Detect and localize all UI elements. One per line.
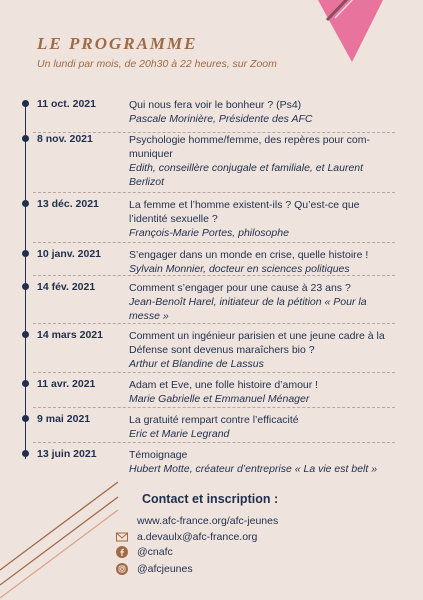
event-title: Psychologie homme/femme, des repères pour com-muniquer — [129, 134, 371, 160]
event-speaker: Hubert Motte, créateur d’entreprise « La vie est belt » — [129, 463, 378, 475]
divider — [33, 275, 395, 276]
event-speaker: Marie Gabrielle et Emmanuel Ménager — [129, 393, 310, 405]
timeline-dot — [22, 250, 29, 257]
timeline-dot — [22, 415, 29, 422]
email-link[interactable]: a.devaulx@afc-france.org — [137, 531, 258, 543]
event-date: 8 nov. 2021 — [37, 133, 93, 145]
contact-heading: Contact et inscription : — [142, 492, 279, 506]
timeline-line — [25, 103, 26, 459]
event-speaker: Eric et Marie Legrand — [129, 428, 230, 440]
diagonal-stripe — [0, 497, 118, 585]
event-date: 14 mars 2021 — [37, 329, 103, 341]
event-date: 13 juin 2021 — [37, 448, 97, 460]
event-speaker: Edith, conseillère conjugale et familiale, et Laurent Berlizot — [129, 162, 364, 188]
pink-diamond-shape — [318, 0, 383, 62]
event-date: 9 mai 2021 — [37, 413, 91, 425]
event-title: Comment s’engager pour une cause à 23 ans ? — [129, 282, 351, 294]
event-title: Qui nous fera voir le bonheur ? (Ps4) — [129, 99, 302, 111]
website-link[interactable]: www.afc-france.org/afc-jeunes — [137, 515, 279, 527]
event-title: La gratuité rempart contre l’efficacité — [129, 414, 299, 426]
event-speaker: Arthur et Blandine de Lassus — [129, 358, 264, 370]
timeline-dot — [22, 283, 29, 290]
timeline-dot — [22, 450, 29, 457]
event-speaker: Pascale Morinière, Présidente des AFC — [129, 113, 313, 125]
event-speaker: François-Marie Portes, philosophe — [129, 227, 289, 239]
timeline-dot — [22, 135, 29, 142]
diagonal-stripe — [0, 482, 118, 570]
event-date: 14 fév. 2021 — [37, 281, 96, 293]
divider — [33, 323, 395, 324]
divider — [33, 372, 395, 373]
instagram-icon — [116, 563, 128, 575]
event-date: 11 oct. 2021 — [37, 98, 96, 110]
mail-icon — [116, 531, 128, 543]
divider — [33, 407, 395, 408]
event-speaker: Sylvain Monnier, docteur en sciences politiques — [129, 263, 350, 275]
divider — [33, 192, 395, 193]
event-title: Comment un ingénieur parisien et une jeune cadre à la Défense sont devenus maraîchers bio ? — [129, 330, 385, 356]
event-title: La femme et l’homme existent-ils ? Qu’est-ce que l’identité sexuelle ? — [129, 199, 360, 225]
event-date: 11 avr. 2021 — [37, 378, 96, 390]
facebook-icon — [116, 546, 128, 558]
diagonal-stripe — [0, 510, 118, 598]
event-title: Témoignage — [129, 449, 188, 461]
event-title: Adam et Eve, une folle histoire d’amour ! — [129, 379, 319, 391]
event-date: 13 déc. 2021 — [37, 198, 99, 210]
divider — [33, 442, 395, 443]
event-date: 10 janv. 2021 — [37, 248, 102, 260]
timeline-dot — [22, 331, 29, 338]
page-subtitle: Un lundi par mois, de 20h30 à 22 heures, sur Zoom — [37, 58, 277, 70]
event-speaker: Jean-Benoît Harel, initiateur de la pétition « Pour la messe » — [129, 296, 367, 322]
event-title: S’engager dans un monde en crise, quelle histoire ! — [129, 249, 369, 261]
facebook-link[interactable]: @cnafc — [137, 546, 173, 558]
timeline-dot — [22, 200, 29, 207]
instagram-link[interactable]: @afcjeunes — [137, 563, 193, 575]
timeline-dot — [22, 380, 29, 387]
page-title: LE PROGRAMME — [37, 34, 198, 53]
divider — [33, 242, 395, 243]
timeline-dot — [22, 100, 29, 107]
